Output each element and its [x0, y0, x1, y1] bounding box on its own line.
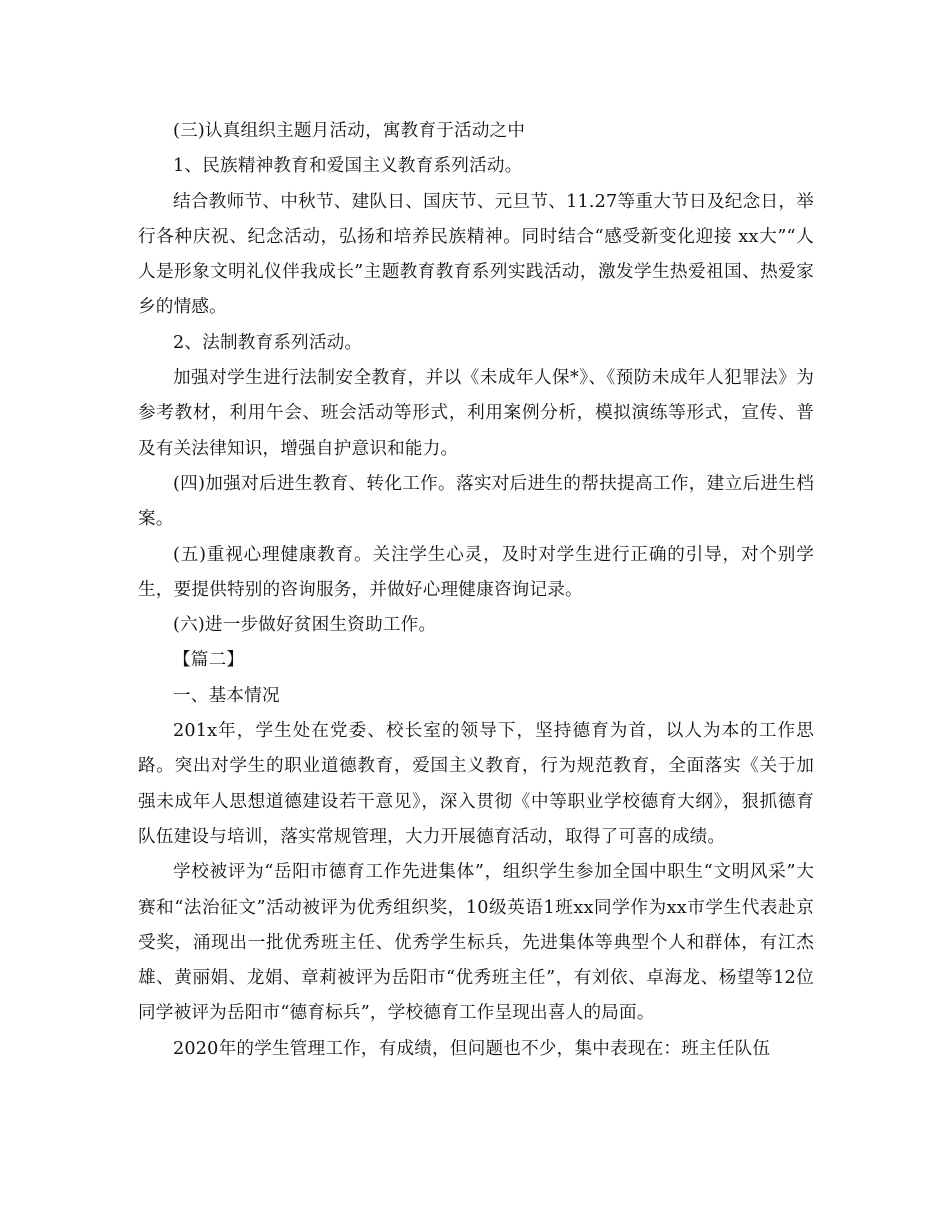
paragraph-overview: 201x年，学生处在党委、校长室的领导下，坚持德育为首，以人为本的工作思路。突出对学生的职业道德教育，爱国主义教育，行为规范教育，全面落实《关于加强未成年人思想道德建设若干意见》，深入贯彻《中等职业学校德育大纲》，狠抓德育队伍建设与培训，落实常规管理，大力开展德育活动，取得了可喜的成绩。	[138, 721, 814, 847]
subheading-legal-education: 2、法制教育系列活动。	[173, 332, 363, 353]
section-heading-six: (六)进一步做好贫困生资助工作。	[173, 615, 437, 636]
section-heading-three: (三)认真组织主题月活动，寓教育于活动之中	[173, 121, 526, 141]
section-heading-five: (五)重视心理健康教育。关注学生心灵，及时对学生进行正确的引导，对个别学生，要提供特别的咨询服务，并做好心理健康咨询记录。	[138, 544, 814, 600]
part-two-heading: 【篇二】	[173, 650, 245, 671]
paragraph-legal-education: 加强对学生进行法制安全教育，并以《未成年人保*》、《预防未成年人犯罪法》为参考教材，利用午会、班会活动等形式，利用案例分析，模拟演练等形式，宣传、普及有关法律知识，增强自护意识和能力。	[138, 368, 814, 459]
paragraph-festival-activities: 结合教师节、中秋节、建队日、国庆节、元旦节、11.27等重大节日及纪念日，举行各种庆祝、纪念活动，弘扬和培养民族精神。同时结合“感受新变化迎接 xx大”“人人是形象文明礼仪伴我成长”主题教育教育系列实践活动，激发学生热爱祖国、热爱家乡的情感。	[138, 191, 814, 318]
subheading-patriotic-education: 1、民族精神教育和爱国主义教育系列活动。	[173, 156, 523, 177]
paragraph-awards: 学校被评为“岳阳市德育工作先进集体”，组织学生参加全国中职生“文明风采”大赛和“法治征文”活动被评为优秀组织奖，10级英语1班xx同学作为xx市学生代表赴京受奖，涌现出一批优秀班主任、优秀学生标兵，先进集体等典型个人和群体，有江杰雄、黄丽娟、龙娟、章莉被评为岳阳市“优秀班主任”，有刘依、卓海龙、杨望等12位同学被评为岳阳市“德育标兵”，学校德育工作呈现出喜人的局面。	[138, 862, 814, 1024]
paragraph-issues: 2020年的学生管理工作，有成绩，但问题也不少，集中表现在：班主任队伍	[173, 1038, 771, 1059]
section-heading-four: (四)加强对后进生教育、转化工作。落实对后进生的帮扶提高工作，建立后进生档案。	[138, 473, 814, 530]
basic-situation-heading: 一、基本情况	[173, 685, 280, 706]
document-body	[138, 114, 814, 1067]
